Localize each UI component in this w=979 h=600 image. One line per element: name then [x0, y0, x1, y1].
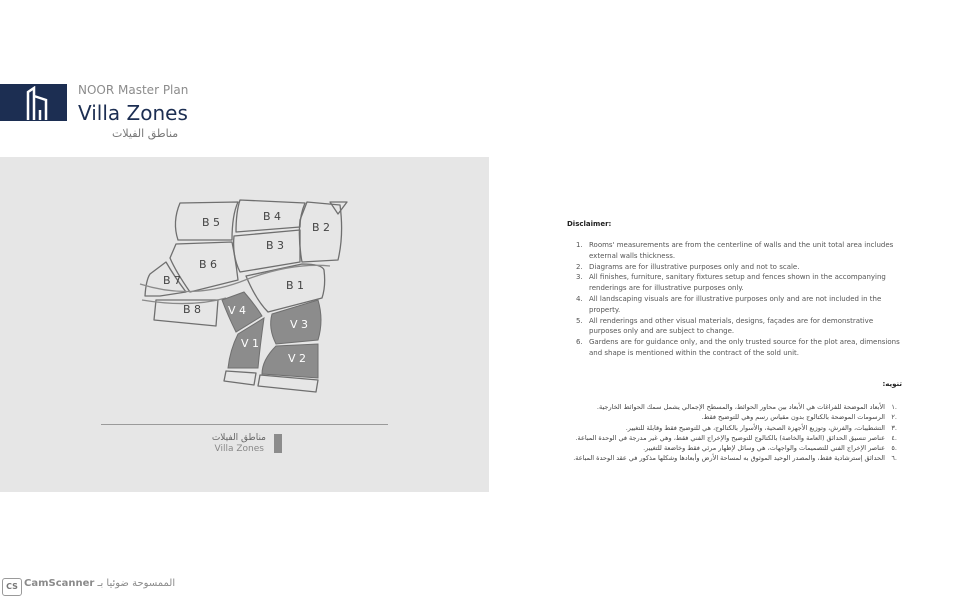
page-title: Villa Zones: [78, 101, 188, 125]
zone-label-b8: B 8: [183, 303, 202, 316]
zone-label-v4: V 4: [228, 304, 247, 317]
legend-label-arabic: مناطق الفيلات: [211, 433, 266, 443]
zone-label-v1: V 1: [241, 337, 260, 350]
notice-item: .٤ عناصر تنسيق الحدائق (العامة والخاصة) بالكتالوج للتوضيح والإخراج الفني فقط، وهي غير مدرجة في الوحدة المباعة.: [575, 433, 897, 442]
notice-title-arabic: تنويه:: [882, 380, 902, 388]
disclaimer-list: [576, 240, 902, 359]
notice-item: .٢ الرسومات الموضحة بالكتالوج بدون مقياس رسم وهي للتوضيح فقط.: [701, 413, 897, 422]
zone-label-b6: B 6: [199, 258, 218, 271]
zone-label-b5: B 5: [202, 216, 221, 229]
camscanner-logo-icon: CS: [2, 578, 22, 596]
zone-label-b1: B 1: [286, 279, 305, 292]
legend-swatch: [274, 434, 282, 453]
legend-divider: [101, 424, 388, 425]
disclaimer-item: 1. Rooms' measurements are from the centerline of walls and the unit total area includes external walls thickness.: [576, 241, 894, 260]
disclaimer-item: 3. All finishes, furniture, sanitary fixtures setup and fences shown in the accompanying renderings are for illustrative purposes only.: [576, 273, 886, 293]
zone-label-b2: B 2: [312, 221, 331, 234]
zone-label-v3: V 3: [290, 318, 309, 331]
zone-label-v2: V 2: [288, 352, 307, 365]
camscanner-watermark: CamScanner الممسوحة ضوئيا بـ: [24, 578, 176, 589]
disclaimer-title: Disclaimer:: [567, 220, 612, 228]
zone-label-b7: B 7: [163, 274, 182, 287]
disclaimer-item: 4. All landscaping visuals are for illustrative purposes only and are not included in the property.: [576, 294, 882, 314]
disclaimer-item: 5. All renderings and other visual materials, designs, façades are for demonstrative purposes only and are subject to change.: [576, 316, 874, 336]
notice-item: .١ الأبعاد الموضحة للفراغات هي الأبعاد بين محاور الحوائط، والمسطح الإجمالي يشمل سمك الحوائط الخارجية.: [596, 403, 897, 411]
zone-label-b4: B 4: [263, 210, 282, 223]
zone-label-b3: B 3: [266, 239, 285, 252]
notice-list-arabic: [563, 402, 897, 464]
building-logo-icon: [24, 86, 52, 120]
notice-item: .٣ التشطيبات، والفرش، وتوزيع الأجهزة الصحية، والأسوار بالكتالوج، هي للتوضيح فقط وقابلة للتغيير.: [625, 423, 897, 432]
disclaimer-item: 2. Diagrams are for illustrative purposes only and not to scale.: [576, 262, 800, 271]
legend-label: Villa Zones: [214, 444, 264, 454]
notice-item: .٥ عناصر الإخراج الفني للتصميمات والواجهات، هي وسائل لإظهار مرئي فقط وخاضعة للتغيير.: [643, 444, 897, 453]
notice-item: .٦ الحدائق إسترشادية فقط، والمصدر الوحيد الموثوق به لمساحة الأرض وأبعادها وشكلها مذكور في عقد الوحدة المباعة.: [573, 454, 897, 463]
page-title-arabic: مناطق الفيلات: [112, 127, 179, 140]
logo: [0, 84, 67, 121]
disclaimer-item: 6. Gardens are for guidance only, and the only trusted source for the plot area, dimensions and shape is mentioned within the contract of the sold unit.: [576, 338, 900, 357]
project-name: NOOR Master Plan: [78, 83, 189, 97]
